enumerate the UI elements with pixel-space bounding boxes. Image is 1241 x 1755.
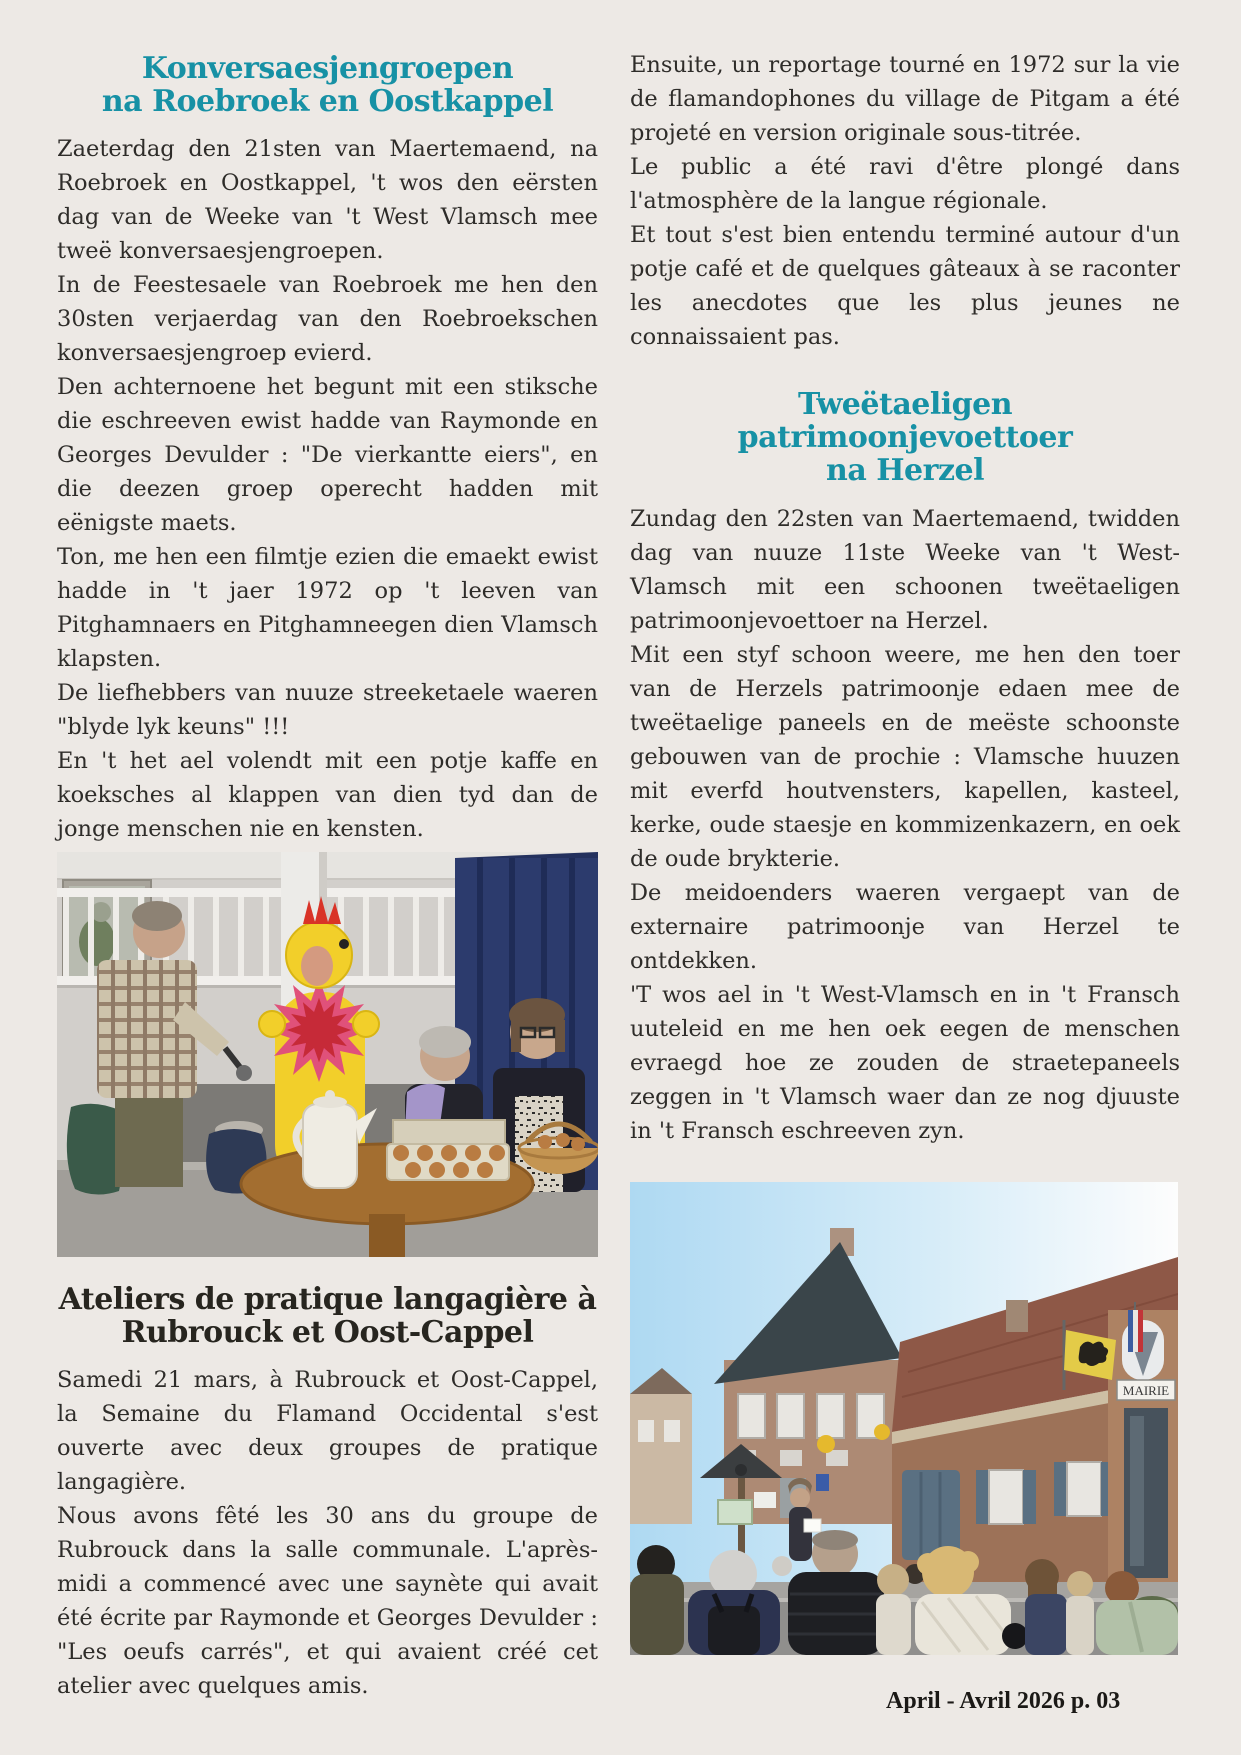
photo-roebroek-anniversary — [57, 852, 598, 1257]
article-paragraph: Samedi 21 mars, à Rubrouck et Oost-Cappel, la Semaine du Flamand Occidental s'est ouverte avec deux groupes de pratique langagière. — [57, 1367, 598, 1495]
shuttered-window — [1054, 1462, 1114, 1516]
title-line: Ateliers de pratique langagière à — [58, 1282, 597, 1317]
article-title-patrimoonjevoettoer — [630, 388, 1180, 487]
mairie-sign-label: MAIRIE — [1122, 1383, 1170, 1398]
article-title-ateliers — [57, 1283, 598, 1349]
article-paragraph: Ton, me hen een filmtje ezien die emaekt ewist hadde in 't jaer 1972 op 't leeven van Pitghamnaers en Pitghamneegen dien Vlamsch klapsten. — [57, 544, 598, 672]
article-paragraph: Et tout s'est bien entendu terminé autour d'un potje café et de quelques gâteaux à se raconter les anecdotes que les plus jeunes ne connaissaient pas. — [630, 222, 1180, 350]
article-paragraph: Mit een styf schoon weere, me hen den toer van de Herzels patrimoonje edaen mee de tweëtaelige paneels en de meëste schoonste gebouwen van de prochie : Vlamsche huuzen mit everfd houtvensters, kapellen, kasteel, kerke, oude staesje en kommizenkazern, en oek de oude brykterie. — [630, 642, 1180, 872]
shuttered-window — [976, 1470, 1036, 1524]
photo-herzel-walk — [630, 1182, 1178, 1655]
title-line: na Herzel — [826, 453, 984, 488]
left-houses — [630, 1368, 692, 1524]
article-roebroek — [57, 52, 598, 846]
article-paragraph: In de Feestesaele van Roebroek me hen den 30sten verjaerdag van den Roebroekschen konversaesjengroep evierd. — [57, 272, 598, 366]
article-paragraph: En 't het ael volendt mit een potje kaffe en koeksches al klappen van dien tyd dan de jonge menschen nie en kensten. — [57, 748, 598, 842]
article-paragraph: Zaeterdag den 21sten van Maertemaend, na Roebroek en Oostkappel, 't wos den eërsten dag van de Weeke van 't West Vlamsch mee tweë konversaesjengroepen. — [57, 136, 598, 264]
page-footer: April - Avril 2026 p. 03 — [886, 1688, 1121, 1714]
article-paragraph: 'T wos ael in 't West-Vlamsch en in 't Fransch uuteleid en me hen oek eegen de menschen evraegd hoe ze zouden de straetepaneels zeggen in 't Vlamsch waer dan ze nog djuuste in 't Fransch eschreeven zyn. — [630, 982, 1180, 1144]
article-paragraph: Le public a été ravi d'être plongé dans l'atmosphère de la langue régionale. — [630, 154, 1180, 214]
title-line: Rubrouck et Oost-Cappel — [121, 1315, 534, 1350]
article-paragraph: Den achternoene het begunt mit een stiksche die eschreeven ewist hadde van Raymonde en Georges Devulder : "De vierkantte eiers", en die deezen groep operecht hadden mit eënigste maets. — [57, 374, 598, 536]
article-paragraph: Nous avons fêté les 30 ans du groupe de Rubrouck dans la salle communale. L'après-midi a commencé avec une saynète qui avait été écrite par Raymonde et Georges Devulder : "Les oeufs carrés", et qui avaient créé cet atelier avec quelques amis. — [57, 1503, 598, 1699]
title-line: na Roebroek en Oostkappel — [101, 84, 554, 119]
title-line: Tweëtaeligen patrimoonjevoettoer — [737, 387, 1073, 455]
article-title-konversaesjengroepen — [57, 52, 598, 118]
person-cream-small — [1066, 1571, 1094, 1655]
article-paragraph: De liefhebbers van nuuze streeketaele waeren "blyde lyk keuns" !!! — [57, 680, 598, 740]
title-line: Konversaesjengroepen — [141, 51, 514, 86]
article-paragraph: De meidoenders waeren vergaept van de externaire patrimoonje van Herzel te ontdekken. — [630, 880, 1180, 974]
right-column — [630, 48, 1180, 1148]
article-paragraph: Ensuite, un reportage tourné en 1972 sur la vie de flamandophones du village de Pitgam a été projeté en version originale sous-titrée. — [630, 52, 1180, 146]
article-ateliers — [57, 1283, 598, 1703]
person-short-blonde — [876, 1564, 911, 1655]
article-paragraph: Zundag den 22sten van Maertemaend, twidden dag van nuuze 11ste Weeke van 't West-Vlamsch mit een schoonen tweëtaeligen patrimoonjevoettoer na Herzel. — [630, 506, 1180, 634]
mairie-entrance — [1108, 1310, 1178, 1602]
